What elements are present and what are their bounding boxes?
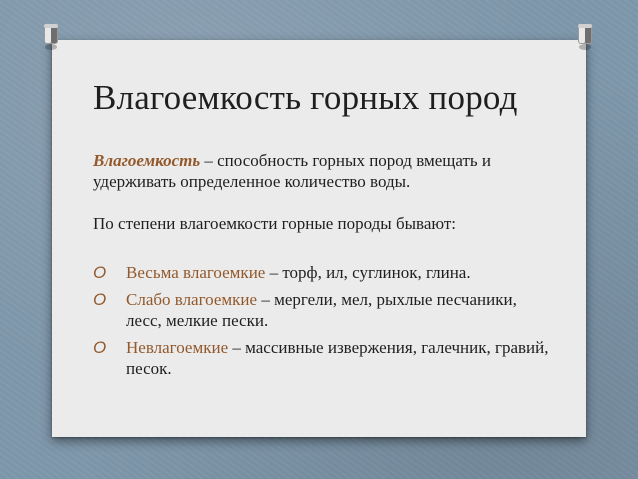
bullet-term: Невлагоемкие — [126, 338, 229, 357]
definition-term: Влагоемкость — [93, 151, 201, 170]
list-item — [93, 289, 553, 331]
bullet-list — [93, 262, 553, 379]
bullet-marker: O — [93, 290, 107, 309]
definition-paragraph — [93, 150, 553, 192]
list-item — [93, 262, 553, 283]
pushpin-icon — [40, 22, 62, 52]
bullet-marker: O — [93, 263, 107, 282]
definition-text: – способность горных пород вмещать и удерживать определенное количество воды. — [93, 151, 491, 191]
bullet-term: Весьма влагоемкие — [126, 263, 266, 282]
bullet-text: – массивные извержения, галечник, гравий, песок. — [126, 338, 549, 378]
list-item — [93, 337, 553, 379]
intro-paragraph: По степени влагоемкости горные породы бывают: — [93, 214, 457, 233]
slide-title: Влагоемкость горных пород — [93, 78, 518, 117]
bullet-marker: O — [93, 338, 107, 357]
slide-content — [93, 150, 553, 385]
bullet-text: – торф, ил, суглинок, глина. — [265, 263, 471, 282]
bullet-term: Слабо влагоемкие — [126, 290, 258, 309]
pushpin-icon — [574, 22, 596, 52]
bullet-text: – мергели, мел, рыхлые песчаники, лесс, мелкие пески. — [126, 290, 517, 330]
